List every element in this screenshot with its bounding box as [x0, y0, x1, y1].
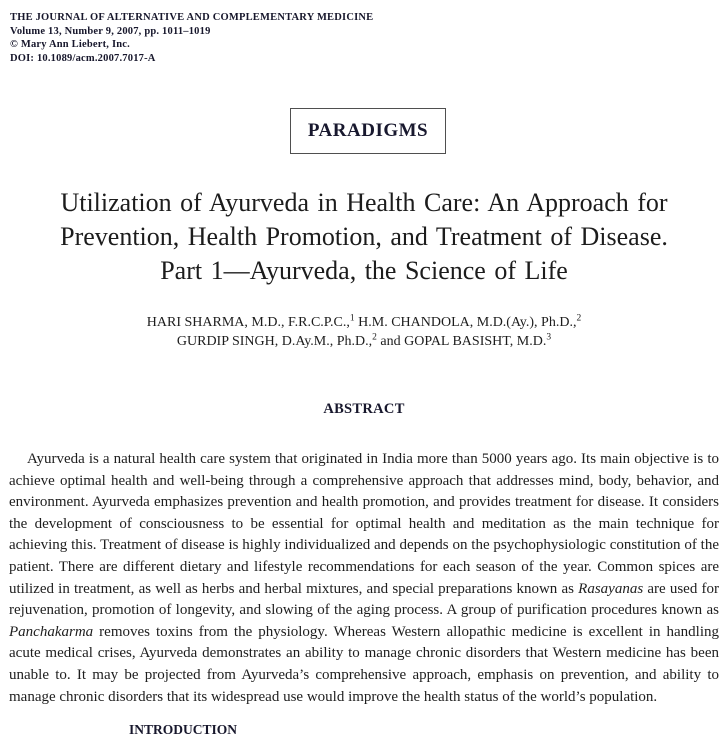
- author-name: H.M. CHANDOLA, M.D.(Ay.), Ph.D.,: [354, 315, 577, 330]
- author-list: [0, 313, 728, 351]
- section-label-box: [290, 108, 446, 154]
- abstract-heading: ABSTRACT: [323, 401, 405, 417]
- author-line-1: [0, 313, 728, 332]
- journal-name: THE JOURNAL OF ALTERNATIVE AND COMPLEMENTARY MEDICINE: [10, 12, 374, 23]
- journal-doi-line: DOI: 10.1089/acm.2007.7017-A: [10, 52, 156, 64]
- author-affiliation-sup: 2: [576, 313, 582, 324]
- journal-copyright-line: © Mary Ann Liebert, Inc.: [10, 39, 130, 50]
- paper-title-line-2: Prevention, Health Promotion, and Treatment of Disease.: [60, 222, 668, 251]
- abstract-segment: Ayurveda is a natural health care system that originated in India more than 5000 years ago. Its main objective is to achieve optimal health and well-being through a comprehensive approach that addresses mind, body, behavior, and environment. Ayurveda emphasizes prevention and health promotion, and provides treatment for disease. It considers the development of consciousness to be essential for optimal health and meditation as the main technique for achieving this. Treatment of disease is highly individualized and depends on the psychophysiologic constitution of the patient. There are different dietary and lifestyle recommendations for each season of the year. Common spices are utilized in treatment, as well as herbs and herbal mixtures, and special preparations known as: [9, 451, 719, 597]
- author-affiliation-sup: 2: [372, 332, 377, 343]
- paper-title: [20, 186, 708, 288]
- author-name: GURDIP SINGH, D.Ay.M., Ph.D.,: [176, 334, 373, 349]
- author-name: and GOPAL BASISHT, M.D.: [376, 334, 547, 349]
- author-affiliation-sup: 1: [349, 313, 355, 324]
- introduction-heading: INTRODUCTION: [128, 722, 237, 737]
- journal-volume-line: Volume 13, Number 9, 2007, pp. 1011–1019: [10, 25, 211, 37]
- abstract-segment: are used for rejuvenation, promotion of longevity, and slowing of the aging process. A group of purification procedures known as: [9, 580, 720, 619]
- abstract-text: [9, 449, 719, 708]
- abstract-segment-italic: Panchakarma: [9, 623, 94, 640]
- author-line-2: [0, 332, 728, 351]
- abstract-segment: removes toxins from the physiology. Whereas Western allopathic medicine is excellent in handling acute medical crises, Ayurveda demonstrates an ability to manage chronic disorders that Western medicine has been unable to. It may be projected from Ayurveda’s comprehensive approach, emphasis on prevention, and ability to manage chronic disorders that its widespread use would improve the health status of the world’s population.: [9, 623, 719, 705]
- abstract-segment-italic: Rasayanas: [578, 580, 644, 597]
- author-name: HARI SHARMA, M.D., F.R.C.P.C.,: [146, 315, 350, 330]
- section-label: PARADIGMS: [307, 120, 429, 141]
- paper-title-line-3: Part 1—Ayurveda, the Science of Life: [160, 256, 568, 285]
- author-affiliation-sup: 3: [546, 332, 552, 343]
- paper-title-line-1: Utilization of Ayurveda in Health Care: An Approach for: [60, 188, 668, 217]
- journal-header: [10, 11, 373, 65]
